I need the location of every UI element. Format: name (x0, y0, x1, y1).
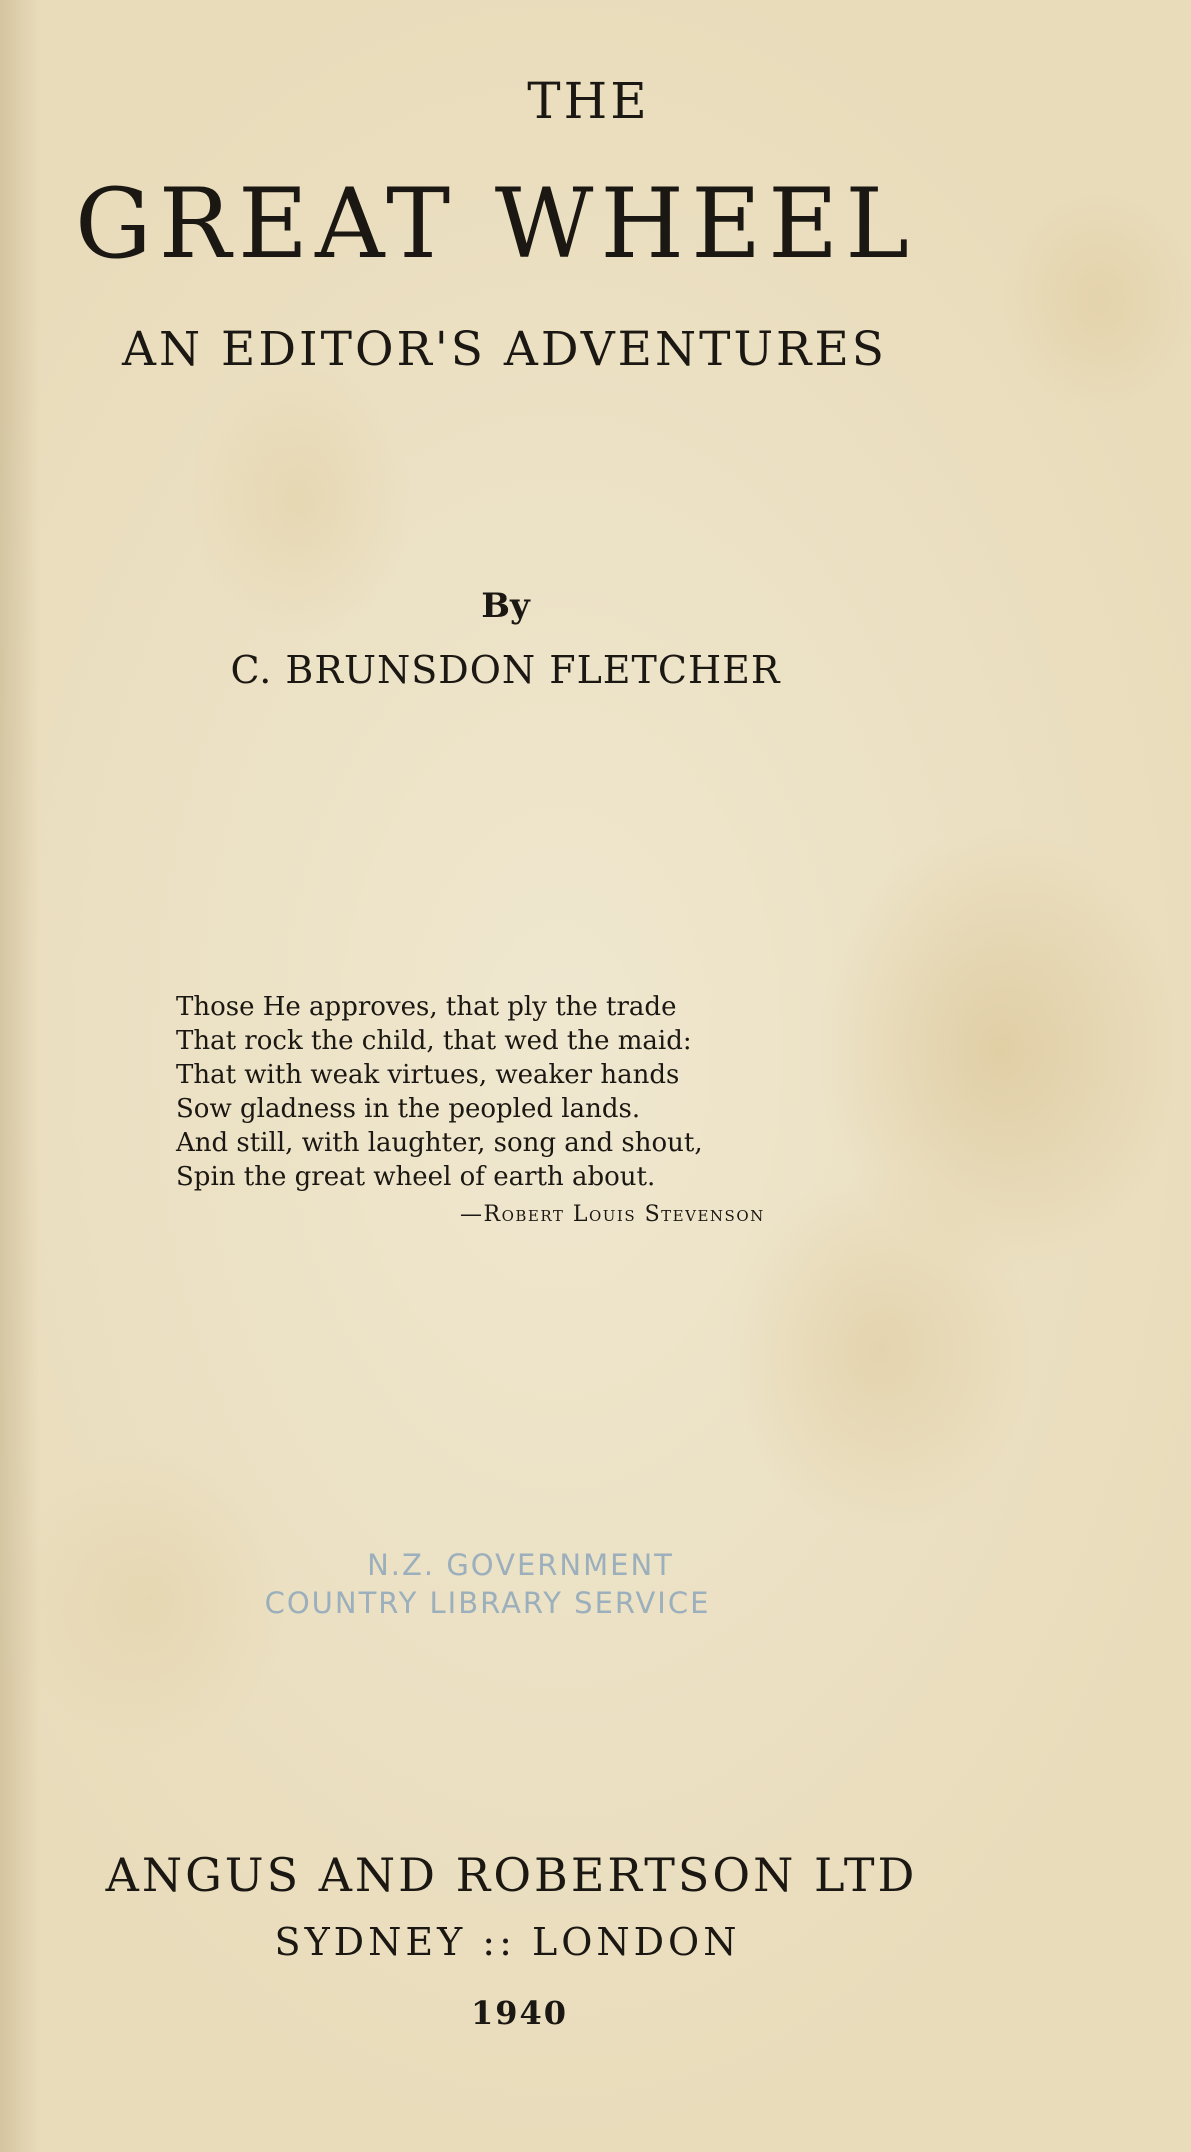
epigraph (176, 990, 703, 1194)
epigraph-line: Spin the great wheel of earth about. (176, 1162, 656, 1192)
publisher-place: SYDNEY :: LONDON (274, 1920, 741, 1964)
epigraph-line: That rock the child, that wed the maid: (176, 1026, 692, 1056)
by-label: By (481, 586, 530, 626)
publisher-name: ANGUS AND ROBERTSON LTD (105, 1848, 918, 1902)
publication-year: 1940 (470, 1994, 569, 2032)
epigraph-line: That with weak virtues, weaker hands (176, 1060, 680, 1090)
library-stamp-line-1: N.Z. GOVERNMENT (367, 1548, 674, 1582)
epigraph-line: Those He approves, that ply the trade (176, 992, 677, 1022)
book-subtitle: AN EDITOR'S ADVENTURES (122, 322, 887, 377)
book-title: GREAT WHEEL (75, 168, 916, 280)
author-name: C. BRUNSDON FLETCHER (230, 648, 781, 692)
library-stamp-line-2: COUNTRY LIBRARY SERVICE (264, 1586, 711, 1620)
epigraph-attribution: —Robert Louis Stevenson (460, 1202, 765, 1227)
epigraph-line: And still, with laughter, song and shout, (176, 1128, 703, 1158)
title-the: THE (527, 72, 650, 130)
epigraph-line: Sow gladness in the peopled lands. (176, 1094, 641, 1124)
